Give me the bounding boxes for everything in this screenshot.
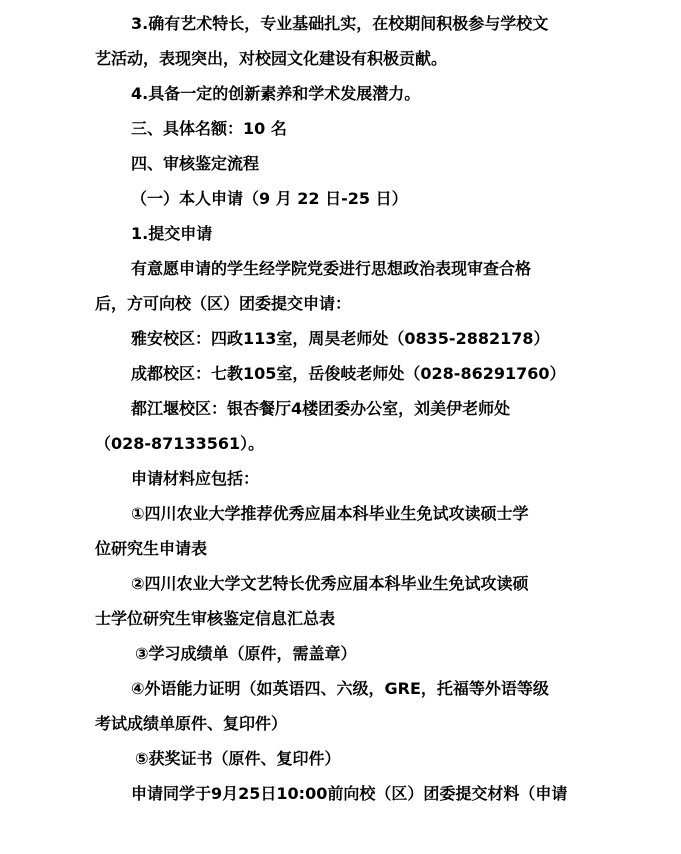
- section-4-heading: [95, 146, 585, 181]
- yaan-campus-contact: [95, 321, 585, 356]
- text-line: 士学位研究生审核鉴定信息汇总表: [95, 609, 336, 628]
- text-line: ⑤获奖证书（原件、复印件）: [135, 749, 341, 768]
- text-line: 后，方可向校（区）团委提交申请：: [95, 294, 352, 313]
- chengdu-campus-contact: [95, 356, 585, 391]
- text-line: 4.具备一定的创新素养和学术发展潜力。: [131, 84, 421, 103]
- text-line: 1.提交申请: [131, 224, 213, 243]
- text-line: 3.确有艺术特长，专业基础扎实，在校期间积极参与学校文: [131, 14, 549, 33]
- material-item-1: [95, 496, 585, 566]
- text-line: 考试成绩单原件、复印件）: [95, 714, 288, 733]
- material-item-4: [95, 671, 585, 741]
- subsection-1-heading: [95, 181, 585, 216]
- text-line: （一）本人申请（9 月 22 日-25 日）: [131, 189, 408, 208]
- text-line: 三、具体名额：10 名: [131, 119, 287, 138]
- text-line: 申请材料应包括：: [131, 469, 260, 488]
- dujiangyan-campus-contact: [95, 391, 585, 461]
- text-line: 雅安校区：四政113室，周昊老师处（0835-2882178）: [131, 329, 550, 348]
- materials-heading: [95, 461, 585, 496]
- text-line: 申请同学于9月25日10:00前向校（区）团委提交材料（申请: [131, 784, 568, 803]
- text-line: ②四川农业大学文艺特长优秀应届本科毕业生免试攻读硕: [131, 574, 529, 593]
- section-3-heading: [95, 111, 585, 146]
- text-line: ③学习成绩单（原件，需盖章）: [135, 644, 357, 663]
- text-line: 都江堰校区：银杏餐厅4楼团委办公室，刘美伊老师处: [131, 399, 511, 418]
- criterion-3-paragraph: [95, 6, 585, 76]
- criterion-4-paragraph: [95, 76, 585, 111]
- text-line: 位研究生申请表: [95, 539, 208, 558]
- eligibility-paragraph: [95, 251, 585, 321]
- text-line: ④外语能力证明（如英语四、六级，GRE，托福等外语等级: [131, 679, 549, 698]
- submission-deadline-paragraph: [95, 776, 585, 811]
- text-line: ①四川农业大学推荐优秀应届本科毕业生免试攻读硕士学: [131, 504, 529, 523]
- material-item-5: [95, 741, 585, 776]
- text-line: 四、审核鉴定流程: [131, 154, 260, 173]
- material-item-3: [95, 636, 585, 671]
- step-1-heading: [95, 216, 585, 251]
- text-line: 成都校区：七教105室，岳俊岐老师处（028-86291760）: [131, 364, 566, 383]
- material-item-2: [95, 566, 585, 636]
- text-line: （028-87133561）。: [95, 434, 265, 453]
- text-line: 有意愿申请的学生经学院党委进行思想政治表现审查合格: [131, 259, 532, 278]
- text-line: 艺活动，表现突出，对校园文化建设有积极贡献。: [95, 49, 448, 68]
